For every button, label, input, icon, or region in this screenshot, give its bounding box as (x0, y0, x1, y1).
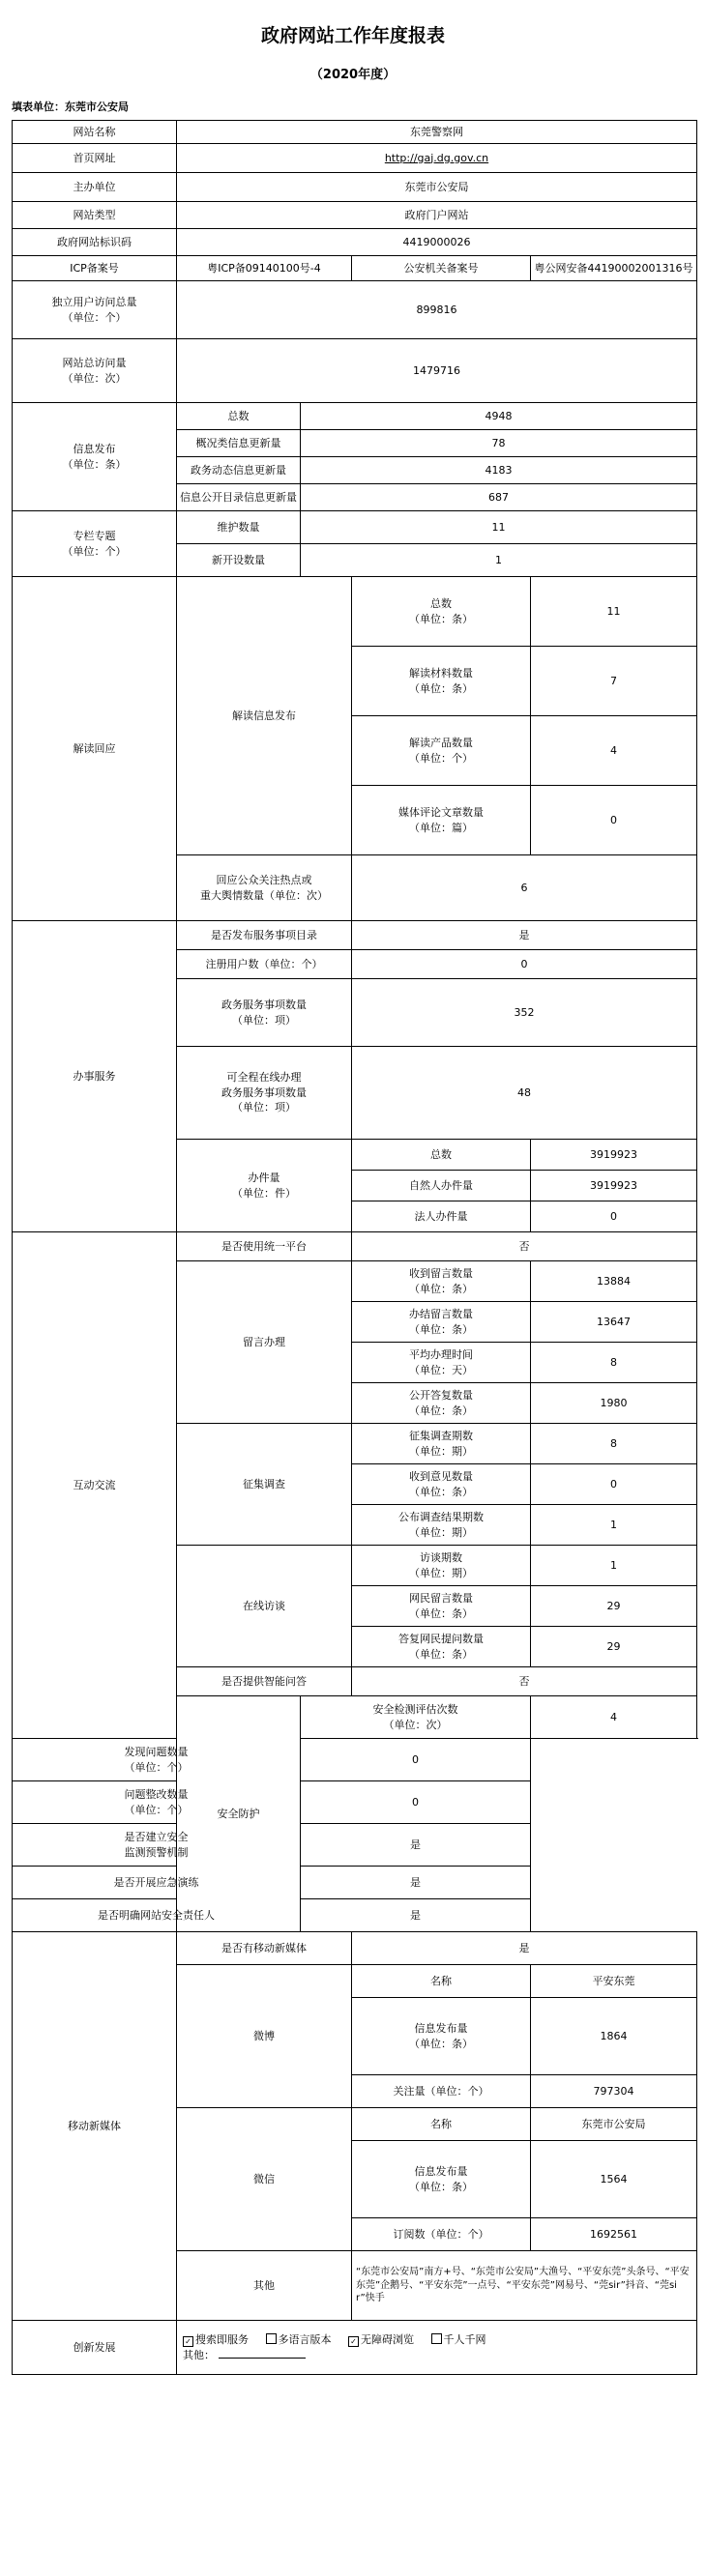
info-affairs-label: 政务动态信息更新量 (177, 457, 301, 484)
innovation-other-label: 其他 (183, 2348, 204, 2361)
weibo-name-label: 名称 (352, 1965, 531, 1998)
sv-opinion-value: 0 (531, 1464, 697, 1505)
pub-label: 公开答复数量 (409, 1388, 473, 1402)
survey-label: 征集调查 (177, 1424, 352, 1546)
uv-value: 899816 (177, 281, 697, 339)
interpret-media: 0 (531, 786, 697, 855)
media-has: 是 (352, 1932, 697, 1965)
service-items: 352 (352, 979, 697, 1047)
uv-label: 独立用户访问总量 (51, 295, 137, 308)
interpret-media-label: 媒体评论文章数量 (398, 805, 484, 819)
wechat-pub: 1564 (531, 2141, 697, 2218)
service-items-unit: （单位：项） (232, 1013, 296, 1027)
monitor-value: 是 (301, 1824, 531, 1867)
respond-label-1: 回应公众关注热点或 (216, 873, 312, 886)
sv-count-unit: （单位：期） (409, 1444, 473, 1458)
done-label: 办结留言数量 (409, 1307, 473, 1320)
checked-box-icon: ✓ (183, 2336, 193, 2347)
wechat-label: 微信 (177, 2108, 352, 2251)
msg-label: 留言办理 (177, 1261, 352, 1424)
weibo-fans: 797304 (531, 2075, 697, 2108)
innovation-other-input[interactable] (219, 2358, 306, 2359)
pv-label: 网站总访问量 (62, 356, 127, 369)
interact-label: 互动交流 (13, 1232, 177, 1739)
check-unit: （单位：次） (383, 1718, 448, 1731)
iv-reply-value: 29 (531, 1627, 697, 1667)
service-legal-label: 法人办件量 (352, 1201, 531, 1232)
avg-label: 平均办理时间 (409, 1347, 473, 1361)
unchecked-box-icon (266, 2333, 277, 2344)
info-total: 4948 (301, 403, 697, 430)
service-reg: 0 (352, 950, 697, 979)
fix-unit: （单位：个） (124, 1803, 189, 1816)
wechat-sub: 1692561 (531, 2218, 697, 2251)
psb-value: 粤公网安备44190002001316号 (531, 256, 697, 281)
interpret-label: 解读回应 (13, 577, 177, 921)
service-online-label-2: 政务服务事项数量 (221, 1085, 307, 1099)
found-unit: （单位：个） (124, 1760, 189, 1774)
avg-unit: （单位：天） (409, 1363, 473, 1376)
pv-value: 1479716 (177, 339, 697, 403)
home-url-label: 首页网址 (13, 144, 177, 173)
service-natural-label: 自然人办件量 (352, 1171, 531, 1201)
service-volume-unit: （单位：件） (232, 1186, 296, 1200)
iv-reply-label: 答复网民提问数量 (398, 1632, 484, 1645)
info-overview: 78 (301, 430, 697, 457)
security-label: 安全防护 (177, 1696, 301, 1932)
unchecked-box-icon (431, 2333, 442, 2344)
info-label: 信息发布 (73, 442, 116, 455)
report-year: （2020年度） (309, 68, 397, 82)
drill-value: 是 (301, 1867, 531, 1899)
service-online-label-1: 可全程在线办理 (226, 1070, 302, 1084)
interpret-product-unit: （单位：个） (409, 751, 473, 765)
pv-unit: （单位：次） (62, 371, 127, 385)
service-catalog-label: 是否发布服务事项目录 (177, 921, 352, 950)
site-name-label: 网站名称 (13, 121, 177, 144)
interpret-total-unit: （单位：条） (409, 612, 473, 625)
weibo-fans-label: 关注量（单位：个） (352, 2075, 531, 2108)
column-maintain-label: 维护数量 (177, 511, 301, 544)
service-online-unit: （单位：项） (232, 1101, 296, 1114)
info-catalog-label: 信息公开目录信息更新量 (177, 484, 301, 511)
iv-count-label: 访谈期数 (420, 1550, 462, 1564)
wechat-name: 东莞市公安局 (531, 2108, 697, 2141)
sv-opinion-unit: （单位：条） (409, 1485, 473, 1498)
checked-box-icon: ✓ (348, 2336, 359, 2347)
pub-unit: （单位：条） (409, 1404, 473, 1417)
avg-value: 8 (531, 1343, 697, 1383)
found-label: 发现问题数量 (124, 1745, 189, 1758)
pub-value: 1980 (531, 1383, 697, 1424)
media-has-label: 是否有移动新媒体 (177, 1932, 352, 1965)
report-table (12, 120, 697, 2375)
owner-value: 是 (301, 1899, 531, 1932)
icp-value: 粤ICP备09140100号-4 (177, 256, 352, 281)
wechat-pub-label: 信息发布量 (414, 2164, 468, 2178)
sv-result-label: 公布调查结果期数 (398, 1510, 484, 1523)
innovation-label: 创新发展 (13, 2321, 177, 2375)
sv-count-value: 8 (531, 1424, 697, 1464)
service-total-label: 总数 (352, 1140, 531, 1171)
info-catalog: 687 (301, 484, 697, 511)
service-legal: 0 (531, 1201, 697, 1232)
recv-value: 13884 (531, 1261, 697, 1302)
owner-label: 是否明确网站安全责任人 (13, 1899, 301, 1932)
home-url-link[interactable]: http://gaj.dg.gov.cn (384, 151, 489, 164)
info-overview-label: 概况类信息更新量 (177, 430, 301, 457)
site-type: 政府门户网站 (177, 202, 697, 229)
site-name: 东莞警察网 (177, 121, 697, 144)
opt-personalized-label: 千人千网 (443, 2332, 486, 2346)
service-items-label: 政务服务事项数量 (221, 998, 307, 1011)
info-unit: （单位：条） (62, 457, 127, 471)
host-label: 主办单位 (13, 173, 177, 202)
service-total: 3919923 (531, 1140, 697, 1171)
iv-msg-label: 网民留言数量 (409, 1591, 473, 1605)
interpret-total-label: 总数 (430, 596, 452, 610)
iv-reply-unit: （单位：条） (409, 1647, 473, 1661)
service-catalog: 是 (352, 921, 697, 950)
wechat-sub-label: 订阅数（单位：个） (352, 2218, 531, 2251)
media-other-label: 其他 (177, 2251, 352, 2321)
column-new-label: 新开设数量 (177, 544, 301, 577)
opt-search-service-label: 搜索即服务 (195, 2332, 249, 2346)
opt-accessibility[interactable] (348, 2332, 414, 2348)
online-interview-label: 在线访谈 (177, 1546, 352, 1667)
sv-result-unit: （单位：期） (409, 1525, 473, 1539)
host-value: 东莞市公安局 (177, 173, 697, 202)
column-new: 1 (301, 544, 697, 577)
done-value: 13647 (531, 1302, 697, 1343)
column-maintain: 11 (301, 511, 697, 544)
weibo-label: 微博 (177, 1965, 352, 2108)
report-title: 政府网站工作年度报表 (260, 25, 445, 46)
site-type-label: 网站类型 (13, 202, 177, 229)
respond-label-2: 重大舆情数量（单位：次） (200, 888, 328, 902)
opt-multi-language-label: 多语言版本 (278, 2332, 332, 2346)
weibo-name: 平安东莞 (531, 1965, 697, 1998)
opt-personalized[interactable] (431, 2332, 486, 2348)
found-value: 0 (301, 1739, 531, 1781)
interpret-total: 11 (531, 577, 697, 647)
icp-label: ICP备案号 (13, 256, 177, 281)
column-unit: （单位：个） (62, 544, 127, 558)
weibo-pub-unit: （单位：条） (409, 2037, 473, 2050)
check-value: 4 (531, 1696, 697, 1739)
opt-multi-language[interactable] (266, 2332, 332, 2348)
sv-count-label: 征集调查期数 (409, 1429, 473, 1442)
wechat-name-label: 名称 (352, 2108, 531, 2141)
sv-opinion-label: 收到意见数量 (409, 1469, 473, 1483)
interpret-material: 7 (531, 647, 697, 716)
column-label: 专栏专题 (73, 529, 116, 542)
weibo-pub: 1864 (531, 1998, 697, 2075)
uv-unit: （单位：个） (62, 310, 127, 324)
innovation-options: ✓ 搜索即服务 多语言版本 ✓ 无障碍浏览 千人千网 其他： (177, 2321, 697, 2375)
interpret-product: 4 (531, 716, 697, 786)
opt-search-service[interactable] (183, 2332, 249, 2348)
interpret-material-unit: （单位：条） (409, 681, 473, 695)
opt-accessibility-label: 无障碍浏览 (361, 2332, 414, 2346)
iv-count-unit: （单位：期） (409, 1566, 473, 1579)
monitor-label-1: 是否建立安全 (124, 1830, 189, 1843)
recv-label: 收到留言数量 (409, 1266, 473, 1280)
unified-value: 否 (352, 1232, 697, 1261)
sv-result-value: 1 (531, 1505, 697, 1546)
media-label: 移动新媒体 (13, 1932, 177, 2321)
unified-label: 是否使用统一平台 (177, 1232, 352, 1261)
service-online: 48 (352, 1047, 697, 1140)
psb-label: 公安机关备案号 (352, 256, 531, 281)
info-affairs: 4183 (301, 457, 697, 484)
site-id: 4419000026 (177, 229, 697, 256)
recv-unit: （单位：条） (409, 1282, 473, 1295)
interpret-product-label: 解读产品数量 (409, 736, 473, 749)
check-label: 安全检测评估次数 (372, 1702, 458, 1716)
smart-value: 否 (352, 1667, 697, 1696)
filler-unit: 填表单位：东莞市公安局 (12, 101, 129, 113)
interpret-material-label: 解读材料数量 (409, 666, 473, 680)
media-other: “东莞市公安局”南方+号、“东莞市公安局”大渔号、“平安东莞”头条号、“平安东莞”企鹅号、“平安东莞”一点号、“平安东莞”网易号、“莞sir”抖音、“莞sir”快手 (352, 2251, 697, 2321)
service-reg-label: 注册用户数（单位：个） (177, 950, 352, 979)
iv-msg-unit: （单位：条） (409, 1606, 473, 1620)
service-label: 办事服务 (13, 921, 177, 1232)
monitor-label-2: 监测预警机制 (124, 1845, 189, 1859)
info-total-label: 总数 (177, 403, 301, 430)
drill-label: 是否开展应急演练 (13, 1867, 301, 1899)
smart-label: 是否提供智能问答 (177, 1667, 352, 1696)
done-unit: （单位：条） (409, 1322, 473, 1336)
iv-msg-value: 29 (531, 1586, 697, 1627)
service-volume-label: 办件量 (248, 1171, 280, 1184)
iv-count-value: 1 (531, 1546, 697, 1586)
fix-label: 问题整改数量 (124, 1787, 189, 1801)
service-natural: 3919923 (531, 1171, 697, 1201)
weibo-pub-label: 信息发布量 (414, 2021, 468, 2035)
site-id-label: 政府网站标识码 (13, 229, 177, 256)
wechat-pub-unit: （单位：条） (409, 2180, 473, 2193)
interpret-publish-label: 解读信息发布 (177, 577, 352, 855)
fix-value: 0 (301, 1781, 531, 1824)
respond-value: 6 (352, 855, 697, 921)
interpret-media-unit: （单位：篇） (409, 821, 473, 834)
